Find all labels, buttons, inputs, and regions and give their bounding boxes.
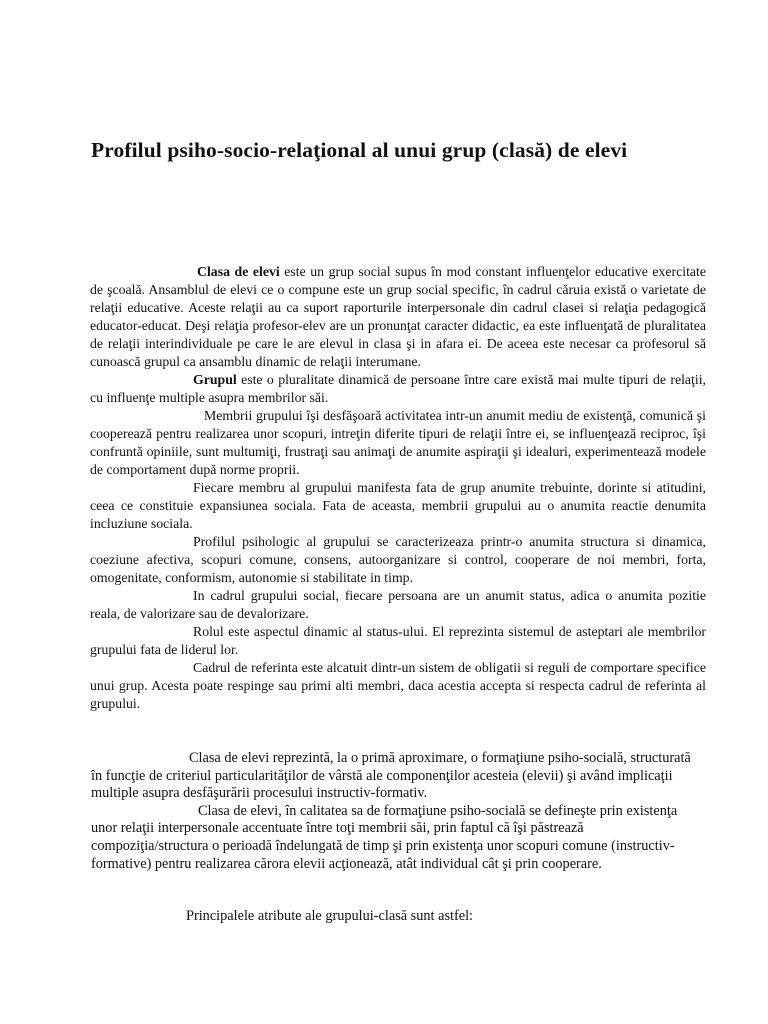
paragraph-fiecare-membru: Fiecare membru al grupului manifesta fata de grup anumite trebuinte, dorinte si atitudini, ceea ce constituie expansiunea sociala. Fata de aceasta, membrii grupului au o anumita reactie denumita incluziune sociala. bbox=[90, 480, 706, 531]
paragraph-cadrul-de-referinta: Cadrul de referinta este alcatuit dintr-un sistem de obligatii si reguli de comportare specifice unui grup. Acesta poate respinge sau primi alti membri, daca acestia accepta si respecta cadrul de referinta al grupului. bbox=[90, 660, 706, 711]
paragraph-clasa-text: este un grup social supus în mod constant influenţelor educative exercitate de şcoală. Ansamblul de elevi ce o compune este un grup social specific, în cadrul căruia există o varietate de relaţii educative. Aceste relaţii au ca suport raporturile interpersonale din cadrul clasei si relaţia pedagogică educator-educat. Deşi relaţia profesor-elev are un pronunţat caracter didactic, ea este influenţată de pluralitatea de relaţii interindividuale pe care le are elevul in clasa şi in afara ei. De aceea este necesar ca profesorul să cunoască grupul ca ansamblu dinamic de relaţii interumane. bbox=[90, 264, 706, 369]
paragraph-membrii: Membrii grupului îşi desfăşoară activitatea intr-un anumit mediu de existenţă, comunică şi cooperează pentru realizarea unor scopuri, intreţin diferite tipuri de relaţii între ei, se influenţează reciproc, îşi confruntă opiniile, sunt multumiţi, frustraţi sau animaţi de anumite aspiraţii şi idealuri, experimentează modele de comportament după norme proprii. bbox=[90, 408, 706, 477]
paragraph-principalele-atribute: Principalele atribute ale grupului-clasă sunt astfel: bbox=[186, 908, 474, 924]
paragraph-rolul: Rolul este aspectul dinamic al status-ului. El reprezinta sistemul de asteptari ale membrilor grupului fata de liderul lor. bbox=[90, 624, 706, 657]
paragraph-grupul-text: este o pluralitate dinamică de persoane între care există mai multe tipuri de relaţii, cu influenţe multiple asupra membrilor săi. bbox=[90, 372, 706, 405]
paragraph-grupul bbox=[90, 371, 706, 407]
paragraph-profilul-psihologic: Profilul psihologic al grupului se caracterizeaza printr-o anumita structura si dinamica, coeziune afectiva, scopuri comune, consens, autoorganizare si control, cooperare de noi membri, forta, omogenitate, conformism, autonomie si stabilitate in timp. bbox=[90, 534, 706, 585]
term-grupul: Grupul bbox=[193, 372, 237, 387]
paragraph-status: In cadrul grupului social, fiecare persoana are un anumit status, adica o anumita pozitie reala, de valorizare sau de devalorizare. bbox=[90, 588, 706, 621]
term-clasa-de-elevi: Clasa de elevi bbox=[197, 264, 280, 279]
paragraph-clasa-reprezinta: Clasa de elevi reprezintă, la o primă aproximare, o formaţiune psiho-socială, structurată în funcţie de criteriul particularităţilor de vârstă ale componenţilor acesteia (elevii) şi având implicaţii multiple asupra desfăşurării procesului instructiv-formativ. bbox=[91, 750, 691, 802]
body-section-group bbox=[90, 263, 706, 713]
body-section-class bbox=[91, 750, 701, 873]
paragraph-clasa-calitatea: Clasa de elevi, în calitatea sa de formaţiune psiho-socială se defineşte prin existenţa unor relaţii interpersonale accentuate între toţi membrii săi, prin faptul că îşi păstrează compoziţia/structura o perioadă îndelungată de timp şi prin existenţa unor scopuri comune (instructiv-formative) pentru realizarea cărora elevii acţionează, atât individual cât şi prin cooperare. bbox=[91, 802, 678, 872]
paragraph-clasa-de-elevi bbox=[90, 263, 706, 371]
page-title: Profilul psiho-socio-relaţional al unui grup (clasă) de elevi bbox=[91, 138, 628, 162]
